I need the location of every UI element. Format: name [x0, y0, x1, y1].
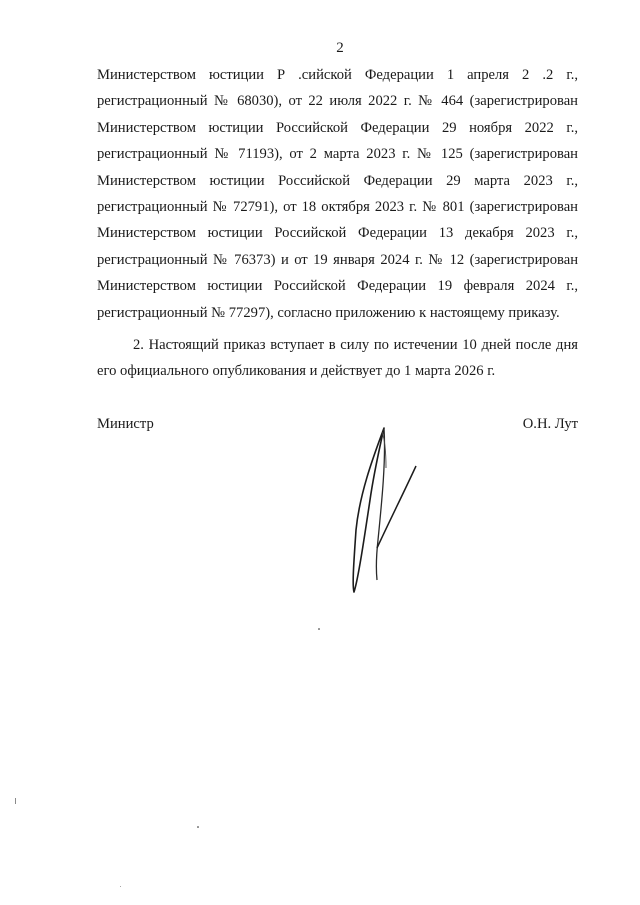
signatory-name: О.Н. Лут [522, 416, 578, 432]
signatory-title: Министр [97, 416, 154, 432]
handwritten-signature [330, 420, 440, 600]
scan-speck [15, 798, 16, 804]
body-line: Министерством юстиции Р .сийской Федерации 1 апреля 2 .2 г., [97, 67, 578, 83]
body-line: Министерством юстиции Российской Федерации 29 марта 2023 г., [97, 172, 578, 189]
scan-speck [120, 886, 121, 887]
body-line: 2. Настоящий приказ вступает в силу по истечении 10 дней после дня [133, 336, 578, 353]
body-line: регистрационный № 77297), согласно приложению к настоящему приказу. [97, 304, 560, 321]
page-number: 2 [336, 40, 344, 56]
body-line: регистрационный № 68030), от 22 июля 2022 г. № 464 (зарегистрирован [97, 93, 578, 110]
body-line: его официального опубликования и действует до 1 марта 2026 г. [97, 363, 496, 380]
paragraph-2 [97, 332, 578, 385]
body-line: регистрационный № 71193), от 2 марта 2023 г. № 125 (зарегистрирован [97, 146, 578, 163]
body-line: Министерством юстиции Российской Федерации 13 декабря 2023 г., [97, 225, 578, 242]
scan-speck [197, 826, 199, 828]
body-line: Министерством юстиции Российской Федерации 19 февраля 2024 г., [97, 278, 578, 295]
scan-speck [318, 628, 320, 630]
body-text [97, 62, 578, 385]
body-line: регистрационный № 76373) и от 19 января 2024 г. № 12 (зарегистрирован [97, 251, 578, 268]
body-line: Министерством юстиции Российской Федерации 29 ноября 2022 г., [97, 119, 578, 136]
body-line: регистрационный № 72791), от 18 октября 2023 г. № 801 (зарегистрирован [97, 198, 578, 215]
